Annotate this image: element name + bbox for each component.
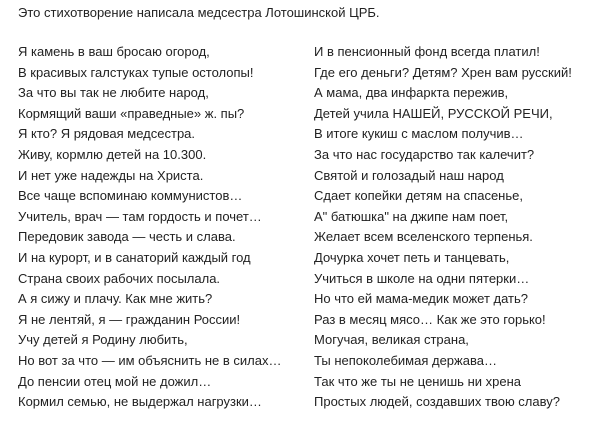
poem-line: Святой и голозадый наш народ (314, 167, 504, 183)
poem-line: До пенсии отец мой не дожил… (18, 373, 212, 389)
poem-line: И в пенсионный фонд всегда платил! (314, 44, 540, 59)
poem-line: Учитель, врач — там гордость и почет… (18, 208, 262, 224)
poem-left-column (18, 42, 303, 413)
poem-line: В красивых галстуках тупые остолопы! (18, 64, 254, 80)
poem-line: И нет уже надежды на Христа. (18, 167, 204, 183)
poem-line: А мама, два инфаркта пережив, (314, 85, 509, 101)
poem-line: Могучая, великая страна, (314, 332, 469, 348)
poem-line: Живу, кормлю детей на 10.300. (18, 146, 207, 162)
poem-line: Кормил семью, не выдержал нагрузки… (18, 394, 262, 410)
poem-line: Дочурка хочет петь и танцевать, (314, 249, 510, 265)
poem-line: А" батюшка" на джипе нам поет, (314, 208, 509, 224)
poem-line: Кормящий ваши «праведные» ж. пы? (18, 105, 245, 121)
poem-line: Страна своих рабочих посылала. (18, 270, 221, 286)
poem-line: За что нас государство так калечит? (314, 146, 535, 162)
poem-line: Сдает копейки детям на спасенье, (314, 188, 523, 204)
poem-line: Но что ей мама-медик может дать? (314, 291, 529, 307)
poem-line: В итоге кукиш с маслом получив… (314, 126, 524, 142)
poem-line: Я камень в ваш бросаю огород, (18, 44, 210, 59)
poem-line: Передовик завода — честь и слава. (18, 229, 236, 245)
poem-line: Учиться в школе на одни пятерки… (314, 270, 530, 286)
post-intro: Это стихотворение написала медсестра Лотошинской ЦРБ. (18, 5, 380, 20)
poem-line: Так что же ты не ценишь ни хрена (314, 373, 521, 389)
poem-line: Раз в месяц мясо… Как же это горько! (314, 311, 546, 327)
poem-right-column (314, 42, 604, 413)
poem-line: Желает всем вселенского терпенья. (314, 229, 533, 245)
poem-line: Ты непоколебимая держава… (314, 352, 497, 368)
poem-line: Где его деньги? Детям? Хрен вам русский! (314, 64, 572, 80)
poem-line: Учу детей я Родину любить, (18, 332, 188, 348)
poem-line: Я кто? Я рядовая медсестра. (18, 126, 196, 142)
poem-line: Простых людей, создавших твою славу? (314, 394, 560, 410)
poem-line: Детей учила НАШЕЙ, РУССКОЙ РЕЧИ, (314, 105, 553, 121)
poem-line: Все чаще вспоминаю коммунистов… (18, 188, 243, 204)
poem-line: И на курорт, и в санаторий каждый год (18, 249, 251, 265)
poem-line: Но вот за что — им объяснить не в силах… (18, 352, 282, 368)
poem-line: За что вы так не любите народ, (18, 85, 209, 101)
poem-line: А я сижу и плачу. Как мне жить? (18, 291, 213, 307)
poem-line: Я не лентяй, я — гражданин России! (18, 311, 241, 327)
